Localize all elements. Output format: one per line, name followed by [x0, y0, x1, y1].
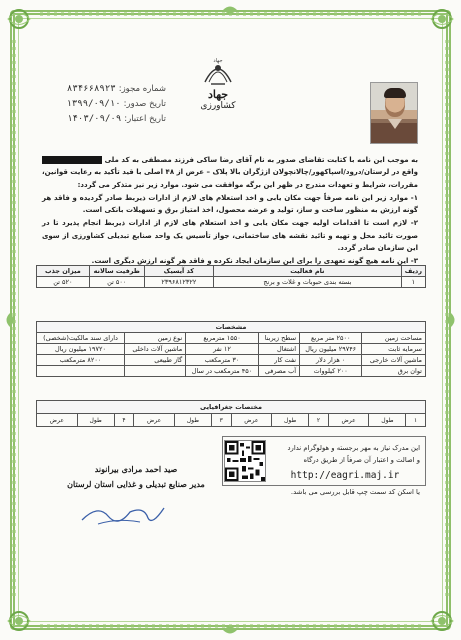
body-paragraph: به موجب این نامه با کتابت تقاضای صدور به نام آقای رضا ساکی فرزند مصطفی به کد ملی واقع در لرستان/درود/اسپاکهور/چالانچولان ازژگران بالا پلاک – عرض از ۴۸ اصلی با قید تأکید به رعایت قوانین، مقررات، شرایط و تعهدات مندرج در ظهر این برگه موافقت می شود. موارد زیر نیز متذکر می گردد:: [42, 156, 419, 189]
point-number: ۳: [211, 414, 231, 427]
table-cell: ۵۰۰ تن: [89, 277, 144, 288]
leaf-ornament-icon: [443, 312, 459, 328]
table-row: [37, 333, 426, 344]
table-cell: ۱۹۷۲۰ میلیون ریال: [37, 344, 125, 355]
signatory: [66, 462, 206, 492]
logo-subtitle: کشاورزی: [200, 101, 236, 111]
column-header: کد آیسیک: [144, 266, 213, 277]
longitude-label: طول: [369, 414, 406, 427]
activity-table: [36, 265, 426, 288]
note-line: یا اسکن کد سمت چپ قابل بررسی می باشد.: [290, 488, 420, 496]
leaf-ornament-icon: [2, 312, 18, 328]
note-line: و اصالت و اعتبار آن صرفاً از طریق درگاه: [303, 456, 420, 464]
table-cell: نفت کار: [258, 355, 299, 366]
table-cell: ۴۵۰ مترمکعب در سال: [186, 366, 259, 377]
table-cell: ۳۰ مترمکعب: [186, 355, 259, 366]
permit-meta: [46, 82, 166, 127]
issue-date: ۱۳۹۹/۰۹/۱۰: [66, 99, 121, 109]
leaf-ornament-icon: [222, 2, 238, 18]
table-cell: [125, 366, 186, 377]
leaf-ornament-icon: [222, 622, 238, 638]
issue-date-label: تاریخ صدور:: [123, 99, 166, 109]
verification-link[interactable]: http://eagri.maj.ir: [290, 470, 400, 481]
table-header-row: [37, 401, 426, 414]
applicant-photo: [370, 82, 418, 144]
table-cell: ۰ هزار دلار: [300, 355, 362, 366]
table-cell: آب مصرفی: [258, 366, 299, 377]
coordinates-title: مختصات جغرافیایی: [37, 401, 426, 414]
table-cell: ۵۲۰ تن: [37, 277, 90, 288]
table-row: [37, 414, 426, 427]
body-paragraph: ۳- این نامه هیچ گونه تعهدی را برای این سازمان ایجاد نکرده و فاقد هر گونه ارزش دیگری است.: [91, 257, 418, 266]
signatory-title: مدیر صنایع تبدیلی و غذایی استان لرستان: [67, 479, 205, 489]
column-header: ردیف: [401, 266, 425, 277]
table-cell: ۲۰۰ کیلووات: [300, 366, 362, 377]
table-cell: نوع زمین: [125, 333, 186, 344]
table-cell: سرمایه ثابت: [362, 344, 426, 355]
emblem-icon: [199, 54, 237, 88]
table-row: [37, 277, 426, 288]
coordinates-table: [36, 400, 426, 427]
column-header: میزان جذب: [37, 266, 90, 277]
table-cell: [37, 366, 125, 377]
point-number: ۴: [114, 414, 134, 427]
signature-icon: [78, 500, 168, 528]
point-number: ۲: [309, 414, 329, 427]
table-cell: مساحت زمین: [362, 333, 426, 344]
latitude-label: عرض: [328, 414, 369, 427]
table-header-row: [37, 322, 426, 333]
table-cell: بسته بندی حبوبات و غلات و برنج: [214, 277, 402, 288]
latitude-label: عرض: [231, 414, 272, 427]
ministry-logo: [188, 54, 248, 116]
table-header-row: [37, 266, 426, 277]
table-cell: ۲۵۰۰ متر مربع: [300, 333, 362, 344]
table-cell: ۲۳۹۶۸۱۲۳۲۲: [144, 277, 213, 288]
longitude-label: طول: [174, 414, 211, 427]
table-cell: ماشین آلات داخلی: [125, 344, 186, 355]
table-cell: ماشین آلات خارجی: [362, 355, 426, 366]
table-cell: ۱۲ نفر: [186, 344, 259, 355]
point-number: ۱: [406, 414, 426, 427]
specs-title: مشخصات: [37, 322, 426, 333]
latitude-label: عرض: [37, 414, 78, 427]
table-cell: سطح زیربنا: [258, 333, 299, 344]
table-cell: توان برق: [362, 366, 426, 377]
permit-number-label: شماره مجوز:: [118, 84, 166, 94]
specs-table: [36, 321, 426, 377]
signatory-name: صید احمد مرادی بیرانوند: [94, 464, 178, 474]
table-row: [37, 344, 426, 355]
svg-text:جهاد: جهاد: [213, 58, 223, 64]
column-header: ظرفیت سالانه: [89, 266, 144, 277]
body-paragraph: ۲- لازم است تا اقدامات اولیه جهت مکان یابی و اخذ استعلام های لازم از ادارات ذیربط انجام پذیرد تا در صورت تائید محل و تهیه و تائید نقشه های ساختمانی، جواز تأسیس یک واحد صنایع تبدیلی کشاورزی از سوی این سازمان صادر گردد.: [42, 219, 418, 253]
permit-body: [42, 154, 418, 269]
validity-date: ۱۴۰۳/۰۹/۰۹: [67, 114, 122, 124]
table-cell: اشتغال: [258, 344, 299, 355]
table-cell: ۱۵۵۰ مترمربع: [186, 333, 259, 344]
validity-date-label: تاریخ اعتبار:: [124, 114, 166, 124]
table-row: [37, 355, 426, 366]
redacted-id: [42, 156, 102, 164]
table-cell: ۱: [401, 277, 425, 288]
permit-number: ۸۳۴۶۶۸۹۲۳: [66, 84, 116, 94]
qr-code-icon[interactable]: [224, 440, 266, 482]
latitude-label: عرض: [134, 414, 175, 427]
table-cell: ۲۹۷۴۶ میلیون ریال: [300, 344, 362, 355]
logo-title: جهاد: [207, 88, 229, 101]
table-cell: دارای سند مالکیت(شخصی): [37, 333, 125, 344]
note-line: این مدرک نیاز به مهر برجسته و هولوگرام ندارد: [287, 444, 420, 452]
column-header: نام فعالیت: [214, 266, 402, 277]
longitude-label: طول: [77, 414, 114, 427]
table-cell: ۸۲۰۰ مترمکعب: [37, 355, 125, 366]
longitude-label: طول: [272, 414, 309, 427]
body-paragraph: ۱- موارد زیر این نامه صرفاً جهت مکان یابی و اخذ استعلام های لازم از ادارات ذیربط صادر گردیده و فاقد هر گونه ارزش به منظور ساخت و ساز، تولید و عرضه محصول، اخذ امتیاز برق و تسهیلات بانکی است.: [42, 193, 418, 215]
verification-notes: [270, 442, 420, 498]
table-cell: گاز طبیعی: [125, 355, 186, 366]
table-row: [37, 366, 426, 377]
